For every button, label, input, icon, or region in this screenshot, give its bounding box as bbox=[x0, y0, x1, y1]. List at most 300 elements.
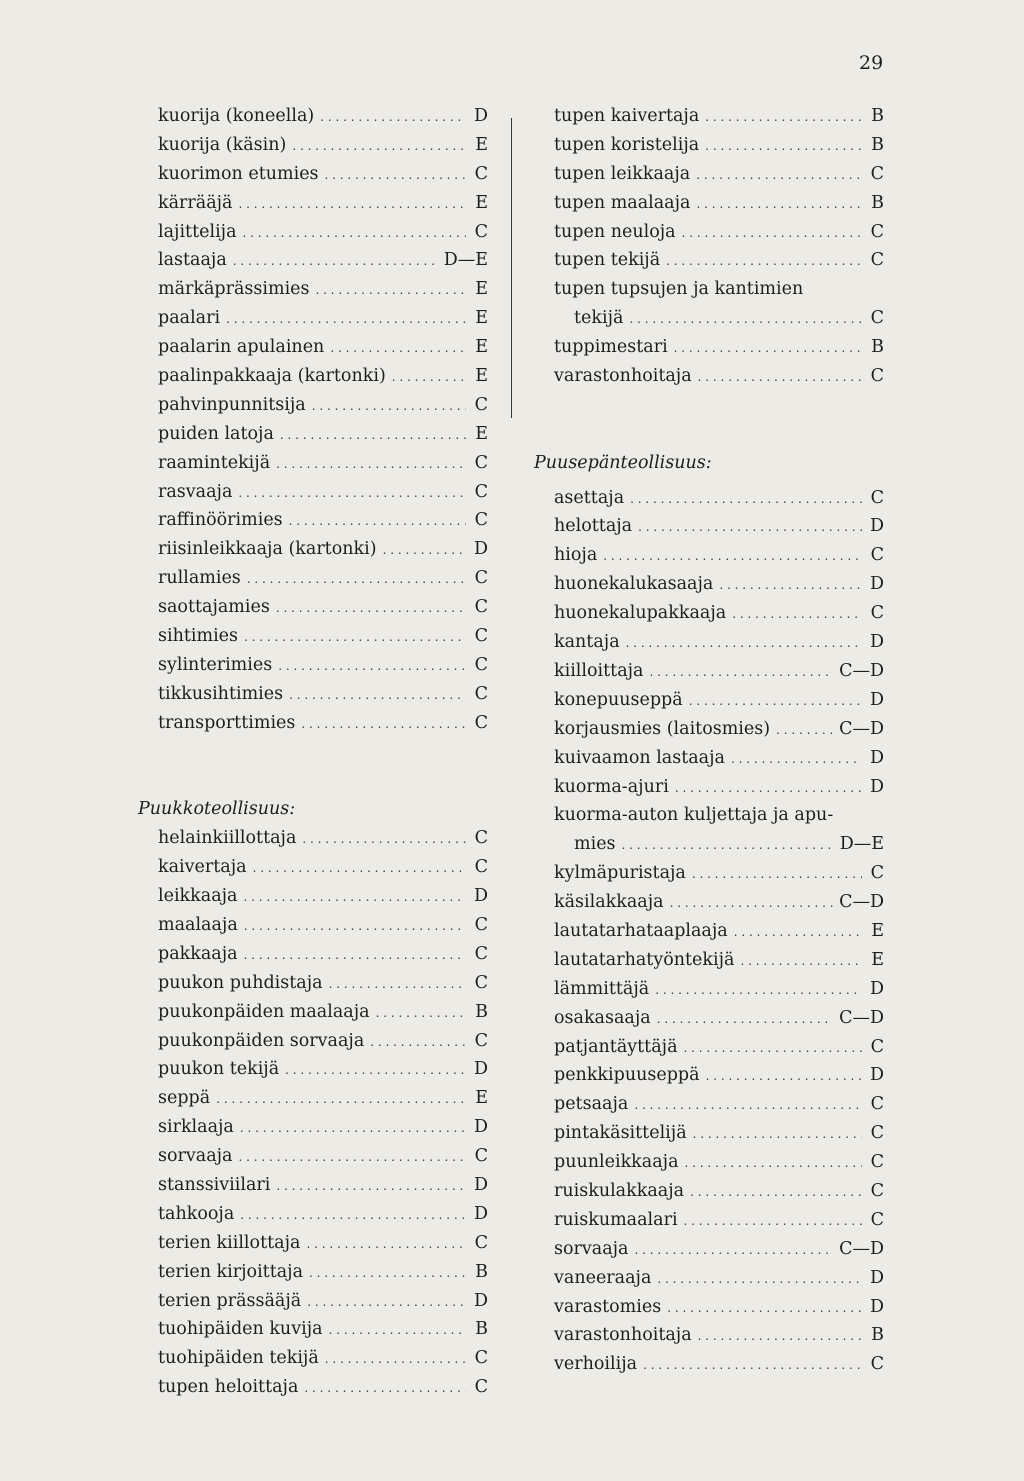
occupation-label: pintakäsittelijä bbox=[554, 1123, 687, 1144]
list-item bbox=[554, 888, 884, 917]
occupation-label: paalari bbox=[158, 308, 221, 329]
grade-value: D bbox=[473, 1117, 488, 1138]
dot-leader bbox=[383, 536, 466, 565]
dot-leader bbox=[370, 1028, 466, 1057]
list-item bbox=[158, 1171, 488, 1200]
dot-leader bbox=[276, 1172, 466, 1201]
list-item bbox=[554, 1177, 884, 1206]
grade-value: D bbox=[869, 1065, 884, 1086]
occupation-label: pakkaaja bbox=[158, 943, 238, 964]
list-item bbox=[554, 1350, 884, 1379]
dot-leader bbox=[689, 687, 862, 716]
grade-value: B bbox=[475, 1319, 488, 1340]
dot-leader bbox=[306, 1230, 466, 1259]
occupation-label: tupen koristelija bbox=[554, 134, 700, 155]
occupation-label: kantaja bbox=[554, 632, 620, 653]
occupation-label: terien prässääjä bbox=[158, 1290, 302, 1311]
right-column bbox=[534, 102, 884, 1379]
list-item bbox=[158, 622, 488, 651]
occupation-label: kuivaamon lastaaja bbox=[554, 747, 725, 768]
occupation-label: tekijä bbox=[574, 308, 624, 329]
list-item bbox=[554, 1264, 884, 1293]
dot-leader bbox=[320, 103, 466, 132]
list-item bbox=[158, 131, 488, 160]
grade-value: C—D bbox=[839, 892, 884, 913]
occupation-label: sorvaaja bbox=[554, 1238, 629, 1259]
occupation-label: hioja bbox=[554, 545, 598, 566]
dot-leader bbox=[233, 247, 438, 276]
occupation-label: terien kirjoittaja bbox=[158, 1261, 304, 1282]
occupation-label: huonekalupakkaaja bbox=[554, 603, 727, 624]
dot-leader bbox=[706, 1062, 862, 1091]
dot-leader bbox=[705, 132, 862, 161]
list-item bbox=[554, 1235, 884, 1264]
grade-value: D bbox=[869, 1267, 884, 1288]
dot-leader bbox=[682, 219, 862, 248]
list-item bbox=[554, 975, 884, 1004]
dot-leader bbox=[329, 970, 466, 999]
dot-leader bbox=[307, 1288, 466, 1317]
grade-value: D bbox=[869, 1296, 884, 1317]
occupation-label: paalarin apulainen bbox=[158, 337, 325, 358]
list-item bbox=[158, 1055, 488, 1084]
list-item bbox=[554, 1004, 884, 1033]
occupation-label: varastonhoitaja bbox=[554, 366, 692, 387]
grade-value: D bbox=[869, 689, 884, 710]
list-item bbox=[554, 1206, 884, 1235]
grade-value: C bbox=[474, 452, 488, 473]
grade-value: C bbox=[474, 163, 488, 184]
dot-leader bbox=[635, 1236, 834, 1265]
grade-value: C bbox=[870, 603, 884, 624]
occupation-label: puukon puhdistaja bbox=[158, 972, 323, 993]
grade-value: C—D bbox=[839, 1007, 884, 1028]
occupation-label: puiden latoja bbox=[158, 423, 274, 444]
grade-value: E bbox=[475, 134, 488, 155]
dot-leader bbox=[685, 1149, 863, 1178]
occupation-label: tupen leikkaaja bbox=[554, 163, 691, 184]
dot-leader bbox=[392, 363, 466, 392]
list-item bbox=[158, 824, 488, 853]
occupation-label: tuppimestari bbox=[554, 337, 668, 358]
list-item bbox=[158, 189, 488, 218]
dot-leader bbox=[719, 571, 862, 600]
list-item bbox=[554, 859, 884, 888]
dot-leader bbox=[698, 363, 862, 392]
list-item bbox=[158, 1084, 488, 1113]
grade-value: B bbox=[475, 1001, 488, 1022]
page-number: 29 bbox=[859, 52, 884, 74]
list-item bbox=[554, 131, 884, 160]
occupation-label: puukonpäiden maalaaja bbox=[158, 1001, 370, 1022]
dot-leader bbox=[667, 1294, 862, 1323]
list-item bbox=[158, 709, 488, 738]
dot-leader bbox=[657, 1005, 833, 1034]
section-heading-puukkoteollisuus: Puukkoteollisuus: bbox=[138, 799, 296, 820]
grade-value: C bbox=[474, 1348, 488, 1369]
dot-leader bbox=[626, 629, 862, 658]
list-item bbox=[158, 882, 488, 911]
dot-leader bbox=[240, 1114, 466, 1143]
occupation-label: osakasaaja bbox=[554, 1007, 651, 1028]
occupation-label: stanssiviilari bbox=[158, 1174, 271, 1195]
dot-leader bbox=[705, 103, 862, 132]
grade-value: B bbox=[475, 1261, 488, 1282]
list-item bbox=[158, 304, 488, 333]
occupation-label: puukonpäiden sorvaaja bbox=[158, 1030, 365, 1051]
grade-value: C bbox=[474, 394, 488, 415]
list-item bbox=[554, 512, 884, 541]
dot-leader bbox=[304, 1374, 466, 1403]
grade-value: C bbox=[474, 568, 488, 589]
occupation-label: riisinleikkaaja (kartonki) bbox=[158, 539, 377, 560]
list-item bbox=[158, 564, 488, 593]
occupation-label: ruiskumaalari bbox=[554, 1209, 678, 1230]
dot-leader bbox=[247, 565, 466, 594]
dot-leader bbox=[731, 745, 862, 774]
list-item bbox=[554, 628, 884, 657]
dot-leader bbox=[674, 334, 862, 363]
right-group-2 bbox=[554, 484, 884, 1380]
grade-value: E bbox=[475, 308, 488, 329]
grade-value: C bbox=[474, 221, 488, 242]
dot-leader bbox=[244, 912, 466, 941]
list-item bbox=[158, 391, 488, 420]
dot-leader bbox=[690, 1178, 862, 1207]
list-item bbox=[554, 160, 884, 189]
dot-leader bbox=[675, 774, 862, 803]
occupation-label: huonekalukasaaja bbox=[554, 574, 714, 595]
grade-value: B bbox=[871, 134, 884, 155]
occupation-label: raffinöörimies bbox=[158, 510, 283, 531]
grade-value: D bbox=[869, 632, 884, 653]
occupation-label: tupen tupsujen ja kantimien bbox=[554, 279, 804, 300]
grade-value: E bbox=[475, 1088, 488, 1109]
grade-value: C bbox=[474, 857, 488, 878]
grade-value: B bbox=[871, 106, 884, 126]
grade-value: C—D bbox=[839, 1238, 884, 1259]
occupation-label: sirklaaja bbox=[158, 1117, 234, 1138]
list-item bbox=[554, 246, 884, 275]
list-item bbox=[158, 1113, 488, 1142]
occupation-label: tupen maalaaja bbox=[554, 192, 691, 213]
dot-leader bbox=[325, 1345, 466, 1374]
dot-leader bbox=[244, 623, 466, 652]
list-item bbox=[158, 218, 488, 247]
dot-leader bbox=[292, 132, 466, 161]
grade-value: E bbox=[475, 423, 488, 444]
list-item bbox=[158, 333, 488, 362]
dot-leader bbox=[692, 860, 862, 889]
grade-value: D bbox=[473, 1290, 488, 1311]
occupation-label: tupen tekijä bbox=[554, 250, 661, 271]
occupation-label: helainkiillottaja bbox=[158, 828, 297, 849]
list-item bbox=[554, 333, 884, 362]
grade-value: E bbox=[475, 366, 488, 387]
grade-value: C bbox=[870, 545, 884, 566]
occupation-label: puukon tekijä bbox=[158, 1059, 280, 1080]
dot-leader bbox=[329, 1316, 466, 1345]
occupation-label: leikkaaja bbox=[158, 886, 238, 907]
list-item bbox=[158, 1229, 488, 1258]
dot-leader bbox=[285, 1056, 466, 1085]
grade-value: D bbox=[473, 886, 488, 907]
occupation-label: vaneeraaja bbox=[554, 1267, 652, 1288]
grade-value: C bbox=[870, 1354, 884, 1375]
dot-leader bbox=[655, 976, 862, 1005]
dot-leader bbox=[696, 161, 862, 190]
occupation-label: kuorma-ajuri bbox=[554, 776, 669, 797]
occupation-label: penkkipuuseppä bbox=[554, 1065, 700, 1086]
list-item bbox=[158, 651, 488, 680]
grade-value: D bbox=[869, 516, 884, 537]
list-item bbox=[158, 246, 488, 275]
list-item bbox=[158, 969, 488, 998]
dot-leader bbox=[693, 1120, 862, 1149]
dot-leader bbox=[289, 681, 466, 710]
grade-value: B bbox=[871, 192, 884, 213]
dot-leader bbox=[309, 1259, 466, 1288]
grade-value: C bbox=[474, 510, 488, 531]
grade-value: B bbox=[871, 337, 884, 358]
dot-leader bbox=[280, 421, 466, 450]
grade-value: D bbox=[869, 747, 884, 768]
occupation-label: puunleikkaaja bbox=[554, 1152, 679, 1173]
occupation-label: tahkooja bbox=[158, 1203, 235, 1224]
list-item bbox=[158, 160, 488, 189]
list-item bbox=[158, 911, 488, 940]
dot-leader bbox=[643, 1351, 862, 1380]
grade-value: C bbox=[474, 1146, 488, 1167]
list-item bbox=[158, 275, 488, 304]
dot-leader bbox=[657, 1265, 862, 1294]
occupation-label: märkäprässimies bbox=[158, 279, 310, 300]
occupation-label: kaivertaja bbox=[158, 857, 247, 878]
occupation-label: kärrääjä bbox=[158, 192, 233, 213]
dot-leader bbox=[316, 276, 466, 305]
occupation-label: kuorimon etumies bbox=[158, 163, 319, 184]
grade-value: E bbox=[475, 192, 488, 213]
occupation-label: verhoilija bbox=[554, 1354, 638, 1375]
occupation-label: terien kiillottaja bbox=[158, 1232, 301, 1253]
grade-value: C bbox=[870, 366, 884, 387]
occupation-label: sorvaaja bbox=[158, 1146, 233, 1167]
occupation-label: ruiskulakkaaja bbox=[554, 1180, 685, 1201]
list-item bbox=[158, 680, 488, 709]
list-item bbox=[554, 304, 884, 333]
occupation-label: varastonhoitaja bbox=[554, 1325, 692, 1346]
dot-leader bbox=[670, 889, 833, 918]
occupation-label: tupen kaivertaja bbox=[554, 106, 700, 126]
list-item bbox=[554, 599, 884, 628]
list-item bbox=[158, 940, 488, 969]
occupation-label: transporttimies bbox=[158, 712, 296, 733]
list-item bbox=[554, 218, 884, 247]
occupation-label: varastomies bbox=[554, 1296, 662, 1317]
grade-value: C bbox=[474, 654, 488, 675]
grade-value: D bbox=[473, 106, 488, 126]
grade-value: C bbox=[474, 1030, 488, 1051]
list-item bbox=[554, 1090, 884, 1119]
grade-value: C bbox=[870, 487, 884, 508]
occupation-label: asettaja bbox=[554, 487, 625, 508]
dot-leader bbox=[603, 542, 862, 571]
list-item bbox=[554, 484, 884, 513]
list-item bbox=[158, 1142, 488, 1171]
occupation-label: patjantäyttäjä bbox=[554, 1036, 678, 1057]
occupation-label: tuohipäiden tekijä bbox=[158, 1348, 319, 1369]
dot-leader bbox=[238, 479, 466, 508]
list-item bbox=[554, 1293, 884, 1322]
section-heading-puusepanteollisuus: Puusepänteollisuus: bbox=[534, 452, 712, 473]
grade-value: E bbox=[871, 920, 884, 941]
grade-value: C—D bbox=[839, 660, 884, 681]
list-item bbox=[158, 1344, 488, 1373]
list-item bbox=[554, 102, 884, 131]
dot-leader bbox=[684, 1207, 862, 1236]
occupation-label: seppä bbox=[158, 1088, 211, 1109]
occupation-label: tupen neuloja bbox=[554, 221, 676, 242]
dot-leader bbox=[684, 1034, 862, 1063]
dot-leader bbox=[239, 1143, 467, 1172]
dot-leader bbox=[244, 941, 466, 970]
dot-leader bbox=[289, 507, 466, 536]
list-item bbox=[158, 506, 488, 535]
grade-value: C—D bbox=[839, 718, 884, 739]
occupation-label: lautatarhataaplaaja bbox=[554, 920, 728, 941]
grade-value: C bbox=[870, 1036, 884, 1057]
grade-value: C bbox=[474, 972, 488, 993]
dot-leader bbox=[301, 710, 466, 739]
grade-value: C bbox=[474, 683, 488, 704]
list-item bbox=[554, 189, 884, 218]
grade-value: C bbox=[474, 943, 488, 964]
occupation-label: kuorija (käsin) bbox=[158, 134, 287, 155]
list-item bbox=[554, 1033, 884, 1062]
dot-leader bbox=[243, 219, 466, 248]
list-item bbox=[554, 1321, 884, 1350]
dot-leader bbox=[253, 854, 466, 883]
dot-leader bbox=[696, 190, 862, 219]
dot-leader bbox=[734, 918, 862, 947]
occupation-label: rullamies bbox=[158, 568, 241, 589]
occupation-label: tikkusihtimies bbox=[158, 683, 284, 704]
grade-value: C bbox=[474, 1232, 488, 1253]
list-item bbox=[158, 1258, 488, 1287]
occupation-label: mies bbox=[574, 834, 616, 855]
list-item bbox=[158, 593, 488, 622]
list-item bbox=[158, 362, 488, 391]
list-item bbox=[158, 1315, 488, 1344]
grade-value: C bbox=[474, 914, 488, 935]
occupation-label: paalinpakkaaja (kartonki) bbox=[158, 366, 386, 387]
grade-value: C bbox=[474, 828, 488, 849]
list-item bbox=[554, 917, 884, 946]
dot-leader bbox=[276, 450, 466, 479]
list-item bbox=[554, 657, 884, 686]
list-item bbox=[554, 1148, 884, 1177]
list-item bbox=[554, 946, 884, 975]
grade-value: C bbox=[870, 308, 884, 329]
grade-value: C bbox=[870, 1094, 884, 1115]
dot-leader bbox=[649, 658, 833, 687]
dot-leader bbox=[376, 999, 466, 1028]
list-item bbox=[158, 449, 488, 478]
list-item bbox=[554, 686, 884, 715]
list-item bbox=[158, 853, 488, 882]
grade-value: D bbox=[473, 1174, 488, 1195]
occupation-label: korjausmies (laitosmies) bbox=[554, 718, 771, 739]
occupation-label: käsilakkaaja bbox=[554, 892, 664, 913]
grade-value: D bbox=[473, 1059, 488, 1080]
grade-value: B bbox=[871, 1325, 884, 1346]
occupation-label: lajittelija bbox=[158, 221, 237, 242]
dot-leader bbox=[240, 1201, 466, 1230]
grade-value: E bbox=[871, 949, 884, 970]
occupation-label: maalaaja bbox=[158, 914, 238, 935]
dot-leader bbox=[239, 190, 467, 219]
dot-leader bbox=[622, 831, 834, 860]
grade-value: C bbox=[474, 626, 488, 647]
list-item bbox=[554, 1119, 884, 1148]
list-item bbox=[554, 1061, 884, 1090]
dot-leader bbox=[629, 305, 862, 334]
list-item bbox=[554, 275, 884, 304]
list-item bbox=[554, 362, 884, 391]
list-item bbox=[554, 570, 884, 599]
dot-leader bbox=[276, 594, 466, 623]
dot-leader bbox=[634, 1091, 862, 1120]
occupation-label: konepuuseppä bbox=[554, 689, 683, 710]
occupation-label: tupen heloittaja bbox=[158, 1377, 299, 1398]
occupation-label: pahvinpunnitsija bbox=[158, 394, 306, 415]
occupation-label: sihtimies bbox=[158, 626, 239, 647]
list-item bbox=[554, 541, 884, 570]
dot-leader bbox=[666, 247, 862, 276]
grade-value: E bbox=[475, 337, 488, 358]
list-item bbox=[158, 1373, 488, 1402]
grade-value: C bbox=[474, 712, 488, 733]
grade-value: D bbox=[473, 1203, 488, 1224]
grade-value: C bbox=[474, 1377, 488, 1398]
grade-value: D bbox=[869, 574, 884, 595]
list-item bbox=[158, 998, 488, 1027]
occupation-label: rasvaaja bbox=[158, 481, 233, 502]
grade-value: C bbox=[870, 1123, 884, 1144]
occupation-label: tuohipäiden kuvija bbox=[158, 1319, 323, 1340]
occupation-label: lastaaja bbox=[158, 250, 227, 271]
grade-value: C bbox=[870, 163, 884, 184]
dot-leader bbox=[226, 305, 466, 334]
dot-leader bbox=[732, 600, 862, 629]
list-item bbox=[158, 1287, 488, 1316]
grade-value: D—E bbox=[839, 834, 884, 855]
left-column bbox=[138, 102, 488, 1402]
list-item bbox=[554, 830, 884, 859]
list-item bbox=[158, 1200, 488, 1229]
dot-leader bbox=[302, 825, 466, 854]
left-group-1 bbox=[158, 102, 488, 738]
grade-value: E bbox=[475, 279, 488, 300]
occupation-label: raamintekijä bbox=[158, 452, 271, 473]
list-item bbox=[554, 801, 884, 830]
grade-value: C bbox=[474, 481, 488, 502]
dot-leader bbox=[638, 513, 862, 542]
list-item bbox=[158, 420, 488, 449]
occupation-label: petsaaja bbox=[554, 1094, 629, 1115]
occupation-label: helottaja bbox=[554, 516, 633, 537]
dot-leader bbox=[740, 947, 862, 976]
